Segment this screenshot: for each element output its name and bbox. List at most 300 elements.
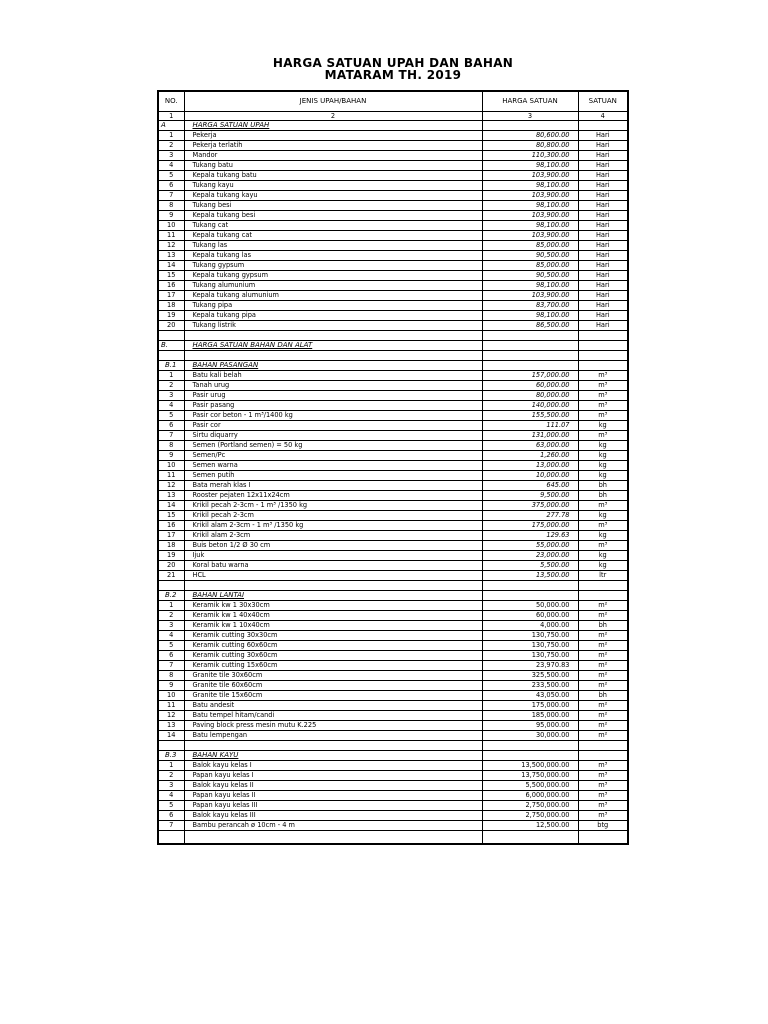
row-number: 11: [158, 701, 184, 711]
unit: m³: [578, 801, 628, 811]
table-row: [158, 161, 628, 171]
unit-price: 23,970.83: [482, 661, 578, 671]
unit: Hari: [578, 261, 628, 271]
table-row: [158, 651, 628, 661]
table-row: [158, 311, 628, 321]
item-name: Ijuk: [184, 551, 482, 561]
item-name: Krikil alam 2-3cm: [184, 531, 482, 541]
spacer-row: [158, 581, 628, 591]
row-number: 8: [158, 441, 184, 451]
row-number: 5: [158, 641, 184, 651]
unit: m²: [578, 701, 628, 711]
table-row: [158, 151, 628, 161]
unit-price: 13,500,000.00: [482, 761, 578, 771]
item-name: Keramik kw 1 40x40cm: [184, 611, 482, 621]
table-row: [158, 381, 628, 391]
row-number: 1: [158, 131, 184, 141]
item-name: Semen (Portland semen) = 50 kg: [184, 441, 482, 451]
item-name: Tukang batu: [184, 161, 482, 171]
table-row: [158, 531, 628, 541]
table-row: [158, 201, 628, 211]
unit: m²: [578, 651, 628, 661]
empty-cell: [158, 331, 184, 341]
row-number: 6: [158, 651, 184, 661]
empty-cell: [578, 121, 628, 131]
section-header-row: [158, 341, 628, 351]
unit-price: 130,750.00: [482, 651, 578, 661]
unit: kg: [578, 441, 628, 451]
unit: m³: [578, 431, 628, 441]
unit: kg: [578, 511, 628, 521]
table-row: [158, 641, 628, 651]
unit: Hari: [578, 301, 628, 311]
unit: Hari: [578, 291, 628, 301]
unit-price: 375,000.00: [482, 501, 578, 511]
table-row: [158, 701, 628, 711]
item-name: Tukang alumunium: [184, 281, 482, 291]
empty-cell: [184, 351, 482, 361]
unit: btg: [578, 821, 628, 831]
row-number: 2: [158, 611, 184, 621]
item-name: Tukang listrik: [184, 321, 482, 331]
table-row: [158, 301, 628, 311]
unit-price: 60,000.00: [482, 381, 578, 391]
section-header-row: [158, 751, 628, 761]
row-number: 19: [158, 551, 184, 561]
item-name: Kepala tukang pipa: [184, 311, 482, 321]
table-row: [158, 671, 628, 681]
table-row: [158, 791, 628, 801]
item-name: Pekerja: [184, 131, 482, 141]
item-name: Semen/Pc: [184, 451, 482, 461]
row-number: 18: [158, 301, 184, 311]
empty-cell: [482, 351, 578, 361]
unit-price: 5,500.00: [482, 561, 578, 571]
row-number: 2: [158, 771, 184, 781]
unit: bh: [578, 691, 628, 701]
unit-price: 80,000.00: [482, 391, 578, 401]
unit-price: 111.07: [482, 421, 578, 431]
row-number: 16: [158, 281, 184, 291]
table-end-row: [158, 831, 628, 845]
row-number: 15: [158, 271, 184, 281]
row-number: 18: [158, 541, 184, 551]
item-name: Kepala tukang kayu: [184, 191, 482, 201]
section-header-row: [158, 591, 628, 601]
unit-price: 13,500.00: [482, 571, 578, 581]
unit-price: 140,000.00: [482, 401, 578, 411]
item-name: Tukang kayu: [184, 181, 482, 191]
table-row: [158, 401, 628, 411]
section-name: BAHAN PASANGAN: [184, 361, 482, 371]
header-satuan: SATUAN: [578, 91, 628, 112]
row-number: 5: [158, 411, 184, 421]
table-row: [158, 391, 628, 401]
row-number: 5: [158, 801, 184, 811]
unit-price: 85,000.00: [482, 261, 578, 271]
table-row: [158, 621, 628, 631]
empty-cell: [482, 361, 578, 371]
table-row: [158, 441, 628, 451]
unit-price: 98,100.00: [482, 161, 578, 171]
unit-price: 131,000.00: [482, 431, 578, 441]
table-row: [158, 141, 628, 151]
unit-price: 5,500,000.00: [482, 781, 578, 791]
item-name: Keramik cutting 60x60cm: [184, 641, 482, 651]
item-name: Batu tempel hitam/candi: [184, 711, 482, 721]
row-number: 13: [158, 251, 184, 261]
item-name: Tukang besi: [184, 201, 482, 211]
item-name: Kepala tukang alumunium: [184, 291, 482, 301]
section-name: BAHAN KAYU: [184, 751, 482, 761]
col-number: 2: [184, 112, 482, 121]
row-number: 13: [158, 491, 184, 501]
section-name: BAHAN LANTAI: [184, 591, 482, 601]
item-name: Krikil pecah 2-3cm: [184, 511, 482, 521]
row-number: 12: [158, 241, 184, 251]
item-name: Rooster pejaten 12x11x24cm: [184, 491, 482, 501]
unit: m²: [578, 711, 628, 721]
item-name: Kepala tukang las: [184, 251, 482, 261]
item-name: Balok kayu kelas II: [184, 781, 482, 791]
row-number: 4: [158, 791, 184, 801]
unit-price: 155,500.00: [482, 411, 578, 421]
row-number: 19: [158, 311, 184, 321]
unit: Hari: [578, 191, 628, 201]
item-name: Batu lempengan: [184, 731, 482, 741]
empty-cell: [184, 581, 482, 591]
unit-price: 43,050.00: [482, 691, 578, 701]
unit: m²: [578, 611, 628, 621]
unit: m³: [578, 811, 628, 821]
row-number: 15: [158, 511, 184, 521]
unit-price: 233,500.00: [482, 681, 578, 691]
row-number: 20: [158, 561, 184, 571]
table-row: [158, 131, 628, 141]
unit-price: 9,500.00: [482, 491, 578, 501]
empty-cell: [482, 741, 578, 751]
empty-cell: [578, 741, 628, 751]
table-row: [158, 821, 628, 831]
unit: m²: [578, 731, 628, 741]
table-row: [158, 241, 628, 251]
unit-price: 6,000,000.00: [482, 791, 578, 801]
row-number: 12: [158, 711, 184, 721]
row-number: 9: [158, 211, 184, 221]
empty-cell: [578, 591, 628, 601]
table-row: [158, 471, 628, 481]
unit: Hari: [578, 281, 628, 291]
unit-price: 277.78: [482, 511, 578, 521]
item-name: Paving block press mesin mutu K.225: [184, 721, 482, 731]
item-name: Pasir urug: [184, 391, 482, 401]
item-name: Granite tile 60x60cm: [184, 681, 482, 691]
row-number: 5: [158, 171, 184, 181]
item-name: Pasir pasang: [184, 401, 482, 411]
unit: m³: [578, 791, 628, 801]
unit: Hari: [578, 201, 628, 211]
row-number: 3: [158, 621, 184, 631]
unit-price: 98,100.00: [482, 181, 578, 191]
row-number: 3: [158, 151, 184, 161]
item-name: Mandor: [184, 151, 482, 161]
item-name: Buis beton 1/2 Ø 30 cm: [184, 541, 482, 551]
item-name: Granite tile 30x60cm: [184, 671, 482, 681]
item-name: Keramik cutting 30x30cm: [184, 631, 482, 641]
unit: m³: [578, 501, 628, 511]
row-number: 14: [158, 501, 184, 511]
item-name: Tukang cat: [184, 221, 482, 231]
item-name: Tanah urug: [184, 381, 482, 391]
unit-price: 645.00: [482, 481, 578, 491]
unit: m³: [578, 781, 628, 791]
unit-price: 55,000.00: [482, 541, 578, 551]
unit-price: 185,000.00: [482, 711, 578, 721]
table-row: [158, 481, 628, 491]
unit-price: 23,000.00: [482, 551, 578, 561]
table-row: [158, 771, 628, 781]
unit-price: 103,900.00: [482, 191, 578, 201]
unit-price: 85,000.00: [482, 241, 578, 251]
item-name: Papan kayu kelas III: [184, 801, 482, 811]
spacer-row: [158, 741, 628, 751]
unit: m²: [578, 661, 628, 671]
row-number: 1: [158, 601, 184, 611]
row-number: 4: [158, 161, 184, 171]
empty-cell: [158, 831, 184, 845]
unit: kg: [578, 461, 628, 471]
item-name: Kepala tukang besi: [184, 211, 482, 221]
unit-price: 103,900.00: [482, 211, 578, 221]
spacer-row: [158, 331, 628, 341]
unit: Hari: [578, 251, 628, 261]
empty-cell: [482, 121, 578, 131]
item-name: Semen warna: [184, 461, 482, 471]
unit: m³: [578, 771, 628, 781]
price-table-body: [158, 91, 628, 844]
table-row: [158, 611, 628, 621]
row-number: 2: [158, 141, 184, 151]
row-number: 3: [158, 391, 184, 401]
table-row: [158, 761, 628, 771]
table-row: [158, 631, 628, 641]
item-name: Bambu perancah ø 10cm - 4 m: [184, 821, 482, 831]
table-row: [158, 371, 628, 381]
table-row: [158, 421, 628, 431]
table-row: [158, 781, 628, 791]
unit: m²: [578, 681, 628, 691]
unit-price: 110,300.00: [482, 151, 578, 161]
unit-price: 103,900.00: [482, 231, 578, 241]
unit: kg: [578, 471, 628, 481]
table-row: [158, 691, 628, 701]
header-row: [158, 91, 628, 112]
unit: Hari: [578, 231, 628, 241]
empty-cell: [578, 361, 628, 371]
row-number: 13: [158, 721, 184, 731]
unit-price: 130,750.00: [482, 631, 578, 641]
item-name: Pekerja terlatih: [184, 141, 482, 151]
table-row: [158, 231, 628, 241]
table-row: [158, 731, 628, 741]
item-name: Keramik cutting 15x60cm: [184, 661, 482, 671]
row-number: 6: [158, 181, 184, 191]
empty-cell: [158, 581, 184, 591]
unit-price: 103,900.00: [482, 291, 578, 301]
unit: m³: [578, 541, 628, 551]
item-name: Papan kayu kelas I: [184, 771, 482, 781]
unit: m³: [578, 391, 628, 401]
row-number: 2: [158, 381, 184, 391]
table-row: [158, 281, 628, 291]
row-number: 7: [158, 191, 184, 201]
unit-price: 98,100.00: [482, 281, 578, 291]
row-number: 7: [158, 431, 184, 441]
item-name: Bata merah klas I: [184, 481, 482, 491]
empty-cell: [578, 331, 628, 341]
unit: Hari: [578, 241, 628, 251]
unit-price: 50,000.00: [482, 601, 578, 611]
item-name: Batu andesit: [184, 701, 482, 711]
table-row: [158, 601, 628, 611]
row-number: 20: [158, 321, 184, 331]
empty-cell: [482, 591, 578, 601]
unit-price: 60,000.00: [482, 611, 578, 621]
empty-cell: [158, 351, 184, 361]
unit-price: 325,500.00: [482, 671, 578, 681]
unit: Hari: [578, 311, 628, 321]
table-row: [158, 721, 628, 731]
unit-price: 130,750.00: [482, 641, 578, 651]
unit-price: 90,500.00: [482, 251, 578, 261]
item-name: Tukang las: [184, 241, 482, 251]
table-row: [158, 251, 628, 261]
item-name: Krikil pecah 2-3cm - 1 m³ /1350 kg: [184, 501, 482, 511]
unit: Hari: [578, 141, 628, 151]
table-row: [158, 491, 628, 501]
unit-price: 80,600.00: [482, 131, 578, 141]
empty-cell: [578, 831, 628, 845]
row-number: 8: [158, 201, 184, 211]
item-name: Balok kayu kelas I: [184, 761, 482, 771]
unit: Hari: [578, 161, 628, 171]
unit-price: 1,260.00: [482, 451, 578, 461]
row-number: 11: [158, 231, 184, 241]
item-name: Batu kali belah: [184, 371, 482, 381]
document-subtitle: MATARAM TH. 2019: [324, 68, 462, 82]
unit-price: 30,000.00: [482, 731, 578, 741]
table-row: [158, 291, 628, 301]
table-row: [158, 711, 628, 721]
unit: m³: [578, 371, 628, 381]
unit: m³: [578, 761, 628, 771]
row-number: 21: [158, 571, 184, 581]
table-row: [158, 801, 628, 811]
unit-price: 12,500.00: [482, 821, 578, 831]
row-number: 17: [158, 291, 184, 301]
unit: bh: [578, 481, 628, 491]
unit: m³: [578, 411, 628, 421]
section-code: B.3: [158, 751, 184, 761]
table-row: [158, 451, 628, 461]
unit: m²: [578, 631, 628, 641]
unit: Hari: [578, 171, 628, 181]
unit-price: 63,000.00: [482, 441, 578, 451]
table-row: [158, 661, 628, 671]
row-number: 11: [158, 471, 184, 481]
unit-price: 4,000.00: [482, 621, 578, 631]
section-code: B.1: [158, 361, 184, 371]
section-code: B.2: [158, 591, 184, 601]
table-row: [158, 431, 628, 441]
empty-cell: [578, 751, 628, 761]
table-row: [158, 501, 628, 511]
row-number: 12: [158, 481, 184, 491]
row-number: 10: [158, 691, 184, 701]
header-jenis: JENIS UPAH/BAHAN: [184, 91, 482, 112]
unit-price: 83,700.00: [482, 301, 578, 311]
unit-price: 175,000.00: [482, 521, 578, 531]
empty-cell: [482, 331, 578, 341]
table-row: [158, 171, 628, 181]
row-number: 1: [158, 371, 184, 381]
header-harga: HARGA SATUAN: [482, 91, 578, 112]
row-number: 9: [158, 451, 184, 461]
section-code: B.: [158, 341, 184, 351]
table-row: [158, 221, 628, 231]
unit-price: 129.63: [482, 531, 578, 541]
unit: m²: [578, 601, 628, 611]
item-name: HCL: [184, 571, 482, 581]
unit-price: 80,800.00: [482, 141, 578, 151]
section-header-row: [158, 361, 628, 371]
empty-cell: [482, 581, 578, 591]
row-number: 3: [158, 781, 184, 791]
row-number: 10: [158, 461, 184, 471]
spacer-row: [158, 351, 628, 361]
row-number: 1: [158, 761, 184, 771]
item-name: Sirtu diquarry: [184, 431, 482, 441]
item-name: Tukang pipa: [184, 301, 482, 311]
item-name: Papan kayu kelas II: [184, 791, 482, 801]
table-row: [158, 571, 628, 581]
unit: bh: [578, 491, 628, 501]
empty-cell: [578, 351, 628, 361]
empty-cell: [482, 751, 578, 761]
table-row: [158, 681, 628, 691]
row-number: 8: [158, 671, 184, 681]
row-number: 10: [158, 221, 184, 231]
table-row: [158, 811, 628, 821]
row-number: 6: [158, 421, 184, 431]
item-name: Semen putih: [184, 471, 482, 481]
col-number: 4: [578, 112, 628, 121]
unit: bh: [578, 621, 628, 631]
row-number: 4: [158, 401, 184, 411]
item-name: Pasir cor beton - 1 m³/1400 kg: [184, 411, 482, 421]
row-number: 4: [158, 631, 184, 641]
row-number: 16: [158, 521, 184, 531]
item-name: Kepala tukang batu: [184, 171, 482, 181]
unit-price: 157,000.00: [482, 371, 578, 381]
table-row: [158, 191, 628, 201]
table-row: [158, 411, 628, 421]
column-number-row: [158, 112, 628, 121]
unit-price: 98,100.00: [482, 201, 578, 211]
unit: m³: [578, 381, 628, 391]
header-no: NO.: [158, 91, 184, 112]
table-row: [158, 181, 628, 191]
